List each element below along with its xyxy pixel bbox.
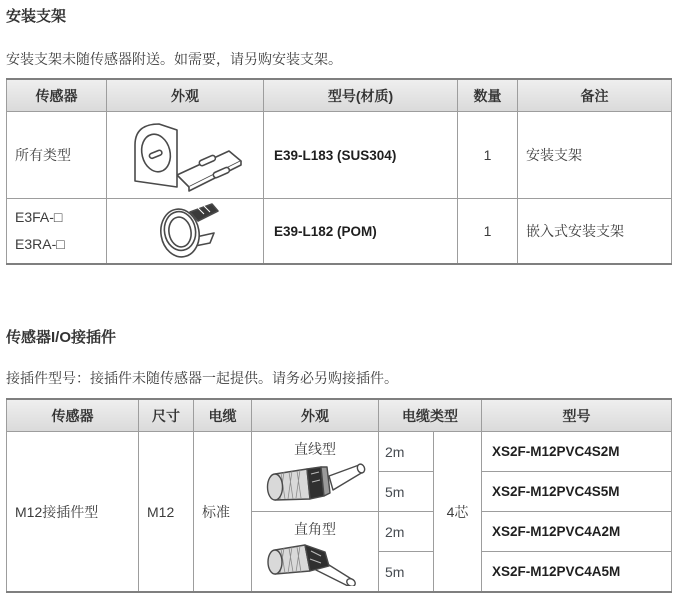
- cell-cable-length: 2m: [379, 432, 434, 472]
- section-title-io-connector: 传感器I/O接插件: [6, 329, 117, 346]
- table-header-row: [7, 79, 672, 112]
- cell-cable-length: 5m: [379, 472, 434, 512]
- col-header-appearance: 外观: [107, 79, 264, 112]
- section-title-mounting-bracket: 安装支架: [6, 8, 67, 25]
- cell-remark: 安装支架: [518, 112, 672, 199]
- cell-qty: 1: [458, 112, 518, 199]
- cell-model: E39-L182 (POM): [264, 199, 458, 265]
- cell-appearance: [107, 199, 264, 265]
- cell-model: XS2F-M12PVC4A5M: [482, 552, 672, 593]
- io-connector-table: [6, 398, 672, 593]
- cell-size: M12: [139, 432, 194, 593]
- table-row: [7, 112, 672, 199]
- cell-appearance: [252, 512, 379, 593]
- table-row: [7, 199, 672, 265]
- col-header-cable-type: 电缆类型: [379, 399, 482, 432]
- table-row: [7, 432, 672, 472]
- col-header-size: 尺寸: [139, 399, 194, 432]
- col-header-remark: 备注: [518, 79, 672, 112]
- appearance-type-label: 直线型: [294, 440, 336, 457]
- cell-sensor: [7, 199, 107, 265]
- col-header-model: 型号: [482, 399, 672, 432]
- col-header-appearance: 外观: [252, 399, 379, 432]
- cell-appearance: [252, 432, 379, 512]
- l-bracket-drawing: [125, 117, 245, 193]
- flush-ring-bracket-drawing: [140, 203, 230, 259]
- sensor-model-line: E3RA-□: [15, 236, 65, 252]
- cell-remark: 嵌入式安装支架: [518, 199, 672, 265]
- cell-sensor: 所有类型: [7, 112, 107, 199]
- mounting-bracket-note: 安装支架未随传感器附送。如需要，请另购安装支架。: [6, 51, 342, 67]
- mounting-bracket-table: [6, 78, 672, 265]
- cell-sensor: M12接插件型: [7, 432, 139, 593]
- cell-qty: 1: [458, 199, 518, 265]
- cell-model: XS2F-M12PVC4S5M: [482, 472, 672, 512]
- col-header-model-material: 型号(材质): [264, 79, 458, 112]
- cell-model: XS2F-M12PVC4A2M: [482, 512, 672, 552]
- col-header-qty: 数量: [458, 79, 518, 112]
- cell-cable: 标准: [194, 432, 252, 593]
- table-header-row: [7, 399, 672, 432]
- col-header-cable: 电缆: [194, 399, 252, 432]
- cell-model: E39-L183 (SUS304): [264, 112, 458, 199]
- right-angle-connector-drawing: [263, 538, 367, 586]
- io-connector-note: 接插件型号：接插件未随传感器一起提供。请务必另购接插件。: [6, 370, 398, 386]
- appearance-type-label: 直角型: [294, 520, 336, 537]
- cell-core-count: 4芯: [434, 432, 482, 593]
- sensor-model-line: E3FA-□: [15, 209, 63, 225]
- cell-cable-length: 2m: [379, 512, 434, 552]
- col-header-sensor: 传感器: [7, 79, 107, 112]
- cell-cable-length: 5m: [379, 552, 434, 593]
- cell-model: XS2F-M12PVC4S2M: [482, 432, 672, 472]
- col-header-sensor: 传感器: [7, 399, 139, 432]
- cell-appearance: [107, 112, 264, 199]
- straight-connector-drawing: [263, 458, 367, 506]
